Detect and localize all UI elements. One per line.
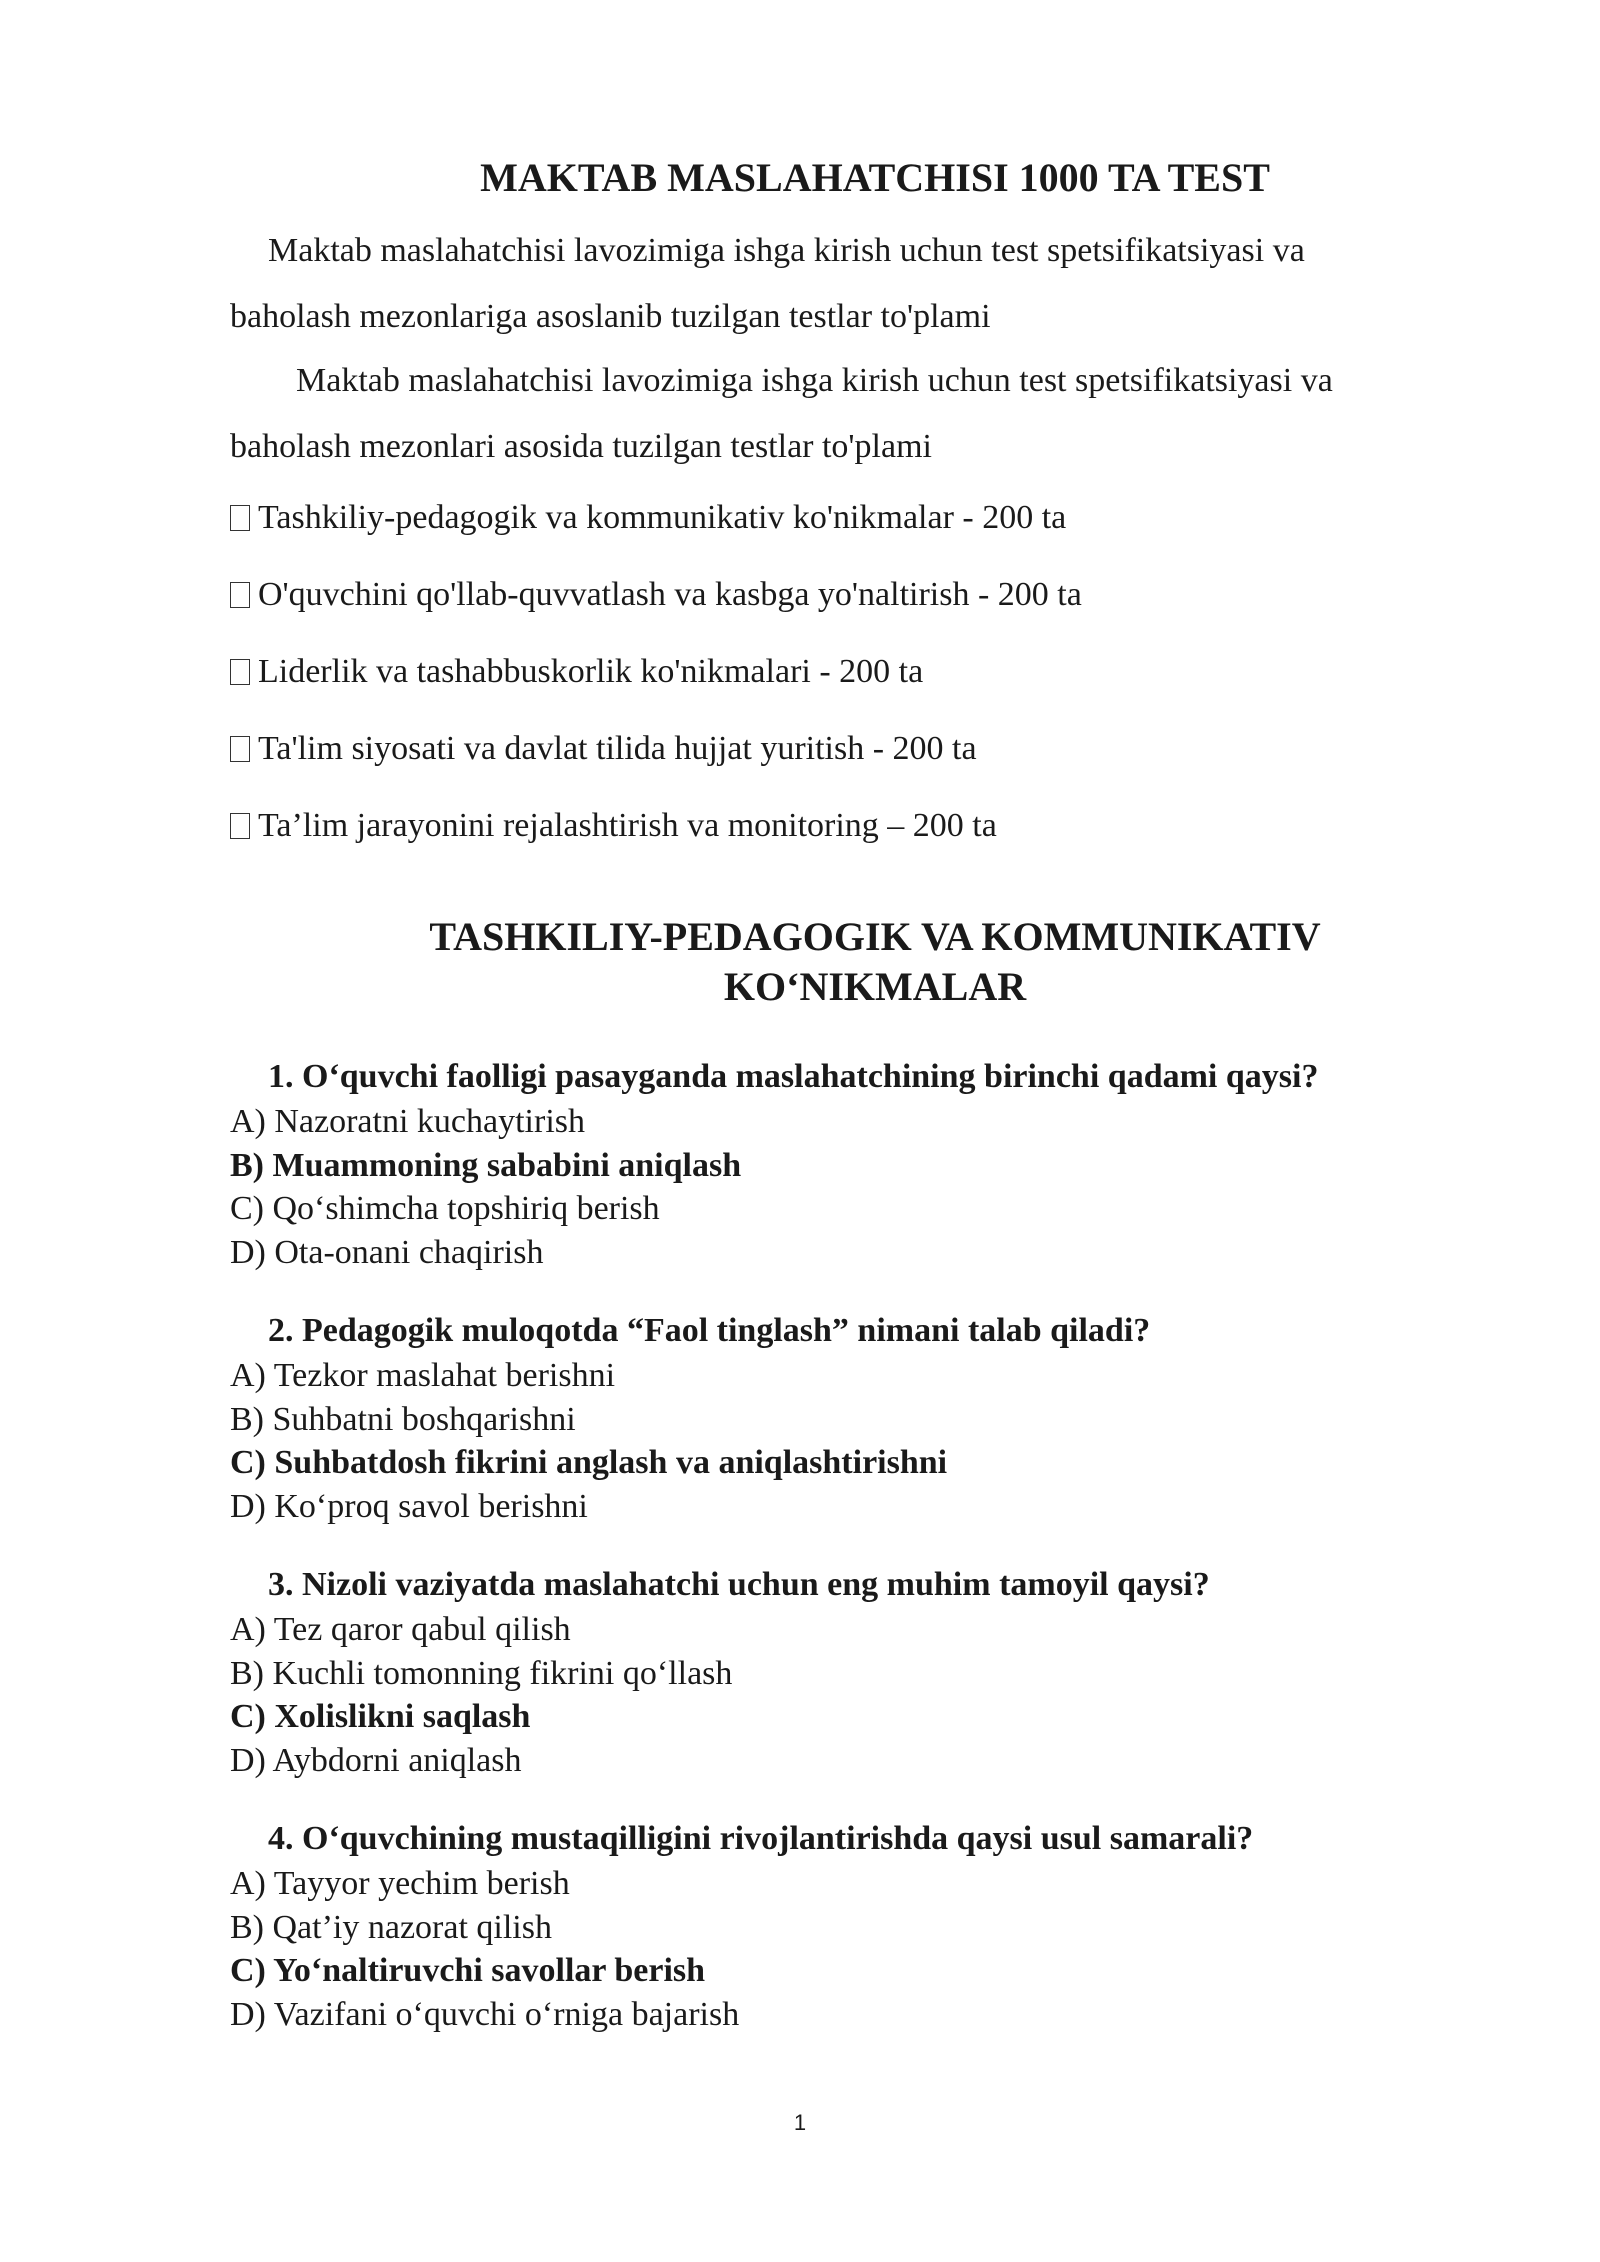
missing-glyph-bullet-icon — [230, 582, 250, 608]
intro-paragraph-1 — [230, 218, 1520, 350]
answer-options — [230, 1608, 1520, 1782]
summary-item-text: Liderlik va tashabbuskorlik ko'nikmalari - 200 ta — [258, 653, 924, 690]
answer-option-c-correct: C) Yo‘naltiruvchi savollar berish — [230, 1952, 706, 1989]
question-text: 2. Pedagogik muloqotda “Faol tinglash” nimani talab qiladi? — [268, 1312, 1151, 1349]
answer-option-c: C) Qo‘shimcha topshiriq berish — [230, 1190, 660, 1227]
summary-item — [230, 796, 1520, 873]
question-block-3 — [230, 1562, 1520, 1782]
answer-option-a: A) Nazoratni kuchaytirish — [230, 1103, 585, 1140]
summary-item — [230, 565, 1520, 642]
intro-2-line-1: Maktab maslahatchisi lavozimiga ishga kirish uchun test spetsifikatsiyasi va — [296, 362, 1333, 399]
answer-option-d: D) Vazifani o‘quvchi o‘rniga bajarish — [230, 1995, 740, 2033]
document-title: MAKTAB MASLAHATCHISI 1000 TA TEST — [480, 155, 1270, 200]
summary-item-text: Tashkiliy-pedagogik va kommunikativ ko'nikmalar - 200 ta — [258, 499, 1067, 536]
question-text: 3. Nizoli vaziyatda maslahatchi uchun eng muhim tamoyil qaysi? — [268, 1566, 1210, 1603]
answer-option-d: D) Ko‘proq savol berishni — [230, 1487, 588, 1525]
question-block-1 — [230, 1054, 1520, 1274]
answer-option-a: A) Tez qaror qabul qilish — [230, 1611, 571, 1648]
intro-paragraph-2 — [230, 348, 1520, 480]
summary-item — [230, 488, 1520, 565]
question-text: 4. O‘quvchining mustaqilligini rivojlantirishda qaysi usul samarali? — [268, 1820, 1254, 1857]
question-block-2 — [230, 1308, 1520, 1528]
summary-item — [230, 719, 1520, 796]
intro-1-line-2: baholash mezonlariga asoslanib tuzilgan testlar to'plami — [230, 298, 991, 335]
answer-option-b-correct: B) Muammoning sababini aniqlash — [230, 1146, 742, 1184]
answer-option-b: B) Qat’iy nazorat qilish — [230, 1908, 552, 1946]
missing-glyph-bullet-icon — [230, 813, 250, 839]
question-text: 1. O‘quvchi faolligi pasayganda maslahatchining birinchi qadami qaysi? — [268, 1058, 1319, 1095]
section-heading — [230, 912, 1520, 1012]
intro-1-line-1: Maktab maslahatchisi lavozimiga ishga kirish uchun test spetsifikatsiyasi va — [268, 232, 1305, 269]
answer-options — [230, 1100, 1520, 1274]
answer-option-c-correct: C) Xolislikni saqlash — [230, 1698, 531, 1735]
summary-item-text: Ta'lim siyosati va davlat tilida hujjat yuritish - 200 ta — [258, 730, 977, 767]
intro-2-line-2: baholash mezonlari asosida tuzilgan testlar to'plami — [230, 428, 932, 465]
answer-option-d: D) Aybdorni aniqlash — [230, 1741, 522, 1779]
sections-summary-list — [230, 488, 1520, 873]
answer-option-a: A) Tayyor yechim berish — [230, 1865, 570, 1902]
summary-item-text: O'quvchini qo'llab-quvvatlash va kasbga yo'naltirish - 200 ta — [258, 576, 1082, 613]
page-number: 1 — [793, 2110, 807, 2135]
answer-option-b: B) Suhbatni boshqarishni — [230, 1400, 576, 1438]
question-block-4 — [230, 1816, 1520, 2036]
section-heading-line-2: KO‘NIKMALAR — [723, 964, 1027, 1009]
missing-glyph-bullet-icon — [230, 505, 250, 531]
missing-glyph-bullet-icon — [230, 659, 250, 685]
answer-option-a: A) Tezkor maslahat berishni — [230, 1357, 616, 1394]
missing-glyph-bullet-icon — [230, 736, 250, 762]
summary-item-text: Ta’lim jarayonini rejalashtirish va monitoring – 200 ta — [258, 807, 997, 844]
answer-option-b: B) Kuchli tomonning fikrini qo‘llash — [230, 1654, 733, 1692]
answer-option-c-correct: C) Suhbatdosh fikrini anglash va aniqlashtirishni — [230, 1444, 948, 1481]
section-heading-line-1: TASHKILIY-PEDAGOGIK VA KOMMUNIKATIV — [429, 914, 1321, 959]
answer-options — [230, 1354, 1520, 1528]
answer-options — [230, 1862, 1520, 2036]
summary-item — [230, 642, 1520, 719]
answer-option-d: D) Ota-onani chaqirish — [230, 1233, 544, 1271]
